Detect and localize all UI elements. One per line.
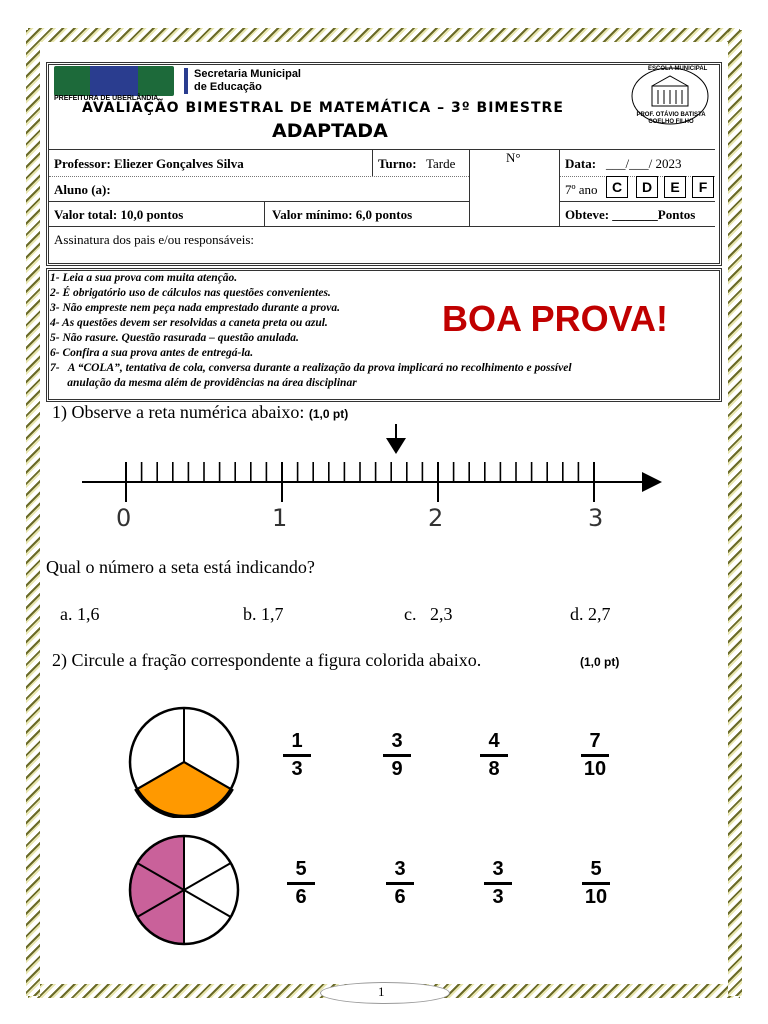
axis-label-0: 0: [116, 504, 132, 532]
instruction-7-cont: anulação da mesma além de providências na área disciplinar: [50, 377, 357, 389]
form-sep-turno: [372, 149, 373, 176]
colored-half: [130, 836, 184, 944]
page-number: 1: [378, 984, 385, 999]
turno-value: Tarde: [426, 156, 456, 171]
numerator: 1: [291, 730, 303, 752]
obteve-field: Obteve: _______Pontos: [565, 207, 696, 222]
q2-fraction-1-1[interactable]: [277, 730, 317, 781]
form-sep-numero: [469, 149, 470, 226]
fraction-bar: [480, 754, 508, 757]
numerator: 3: [394, 858, 406, 880]
school-logo: [628, 66, 712, 148]
axis-label-2: 2: [428, 504, 444, 532]
denominator: 3: [291, 758, 303, 780]
form-line-2: [49, 176, 469, 177]
secretaria-label: [194, 68, 301, 94]
fraction-bar: [383, 754, 411, 757]
professor-field: Professor: Eliezer Gonçalves Silva: [54, 156, 244, 171]
turma-box-c[interactable]: C: [606, 176, 628, 198]
q1-option-c[interactable]: c. 2,3: [404, 604, 453, 624]
exam-subtitle: ADAPTADA: [272, 120, 388, 142]
assinatura-field[interactable]: Assinatura dos pais e/ou responsáveis:: [54, 232, 255, 247]
numerator: 5: [590, 858, 602, 880]
aluno-field[interactable]: Aluno (a):: [54, 182, 111, 197]
school-name-arc: ESCOLA MUNICIPAL: [648, 66, 708, 72]
denominator: 10: [584, 886, 608, 908]
ano-label: 7º ano: [565, 182, 598, 197]
fraction-bar: [484, 882, 512, 885]
q2-prompt: 2) Circule a fração correspondente a figura colorida abaixo.: [52, 650, 482, 670]
instruction-7: 7- A “COLA”, tentativa de cola, conversa durante a realização da prova implicará no recolhimento e possível: [50, 362, 572, 374]
prefeitura-label: PREFEITURA DE UBERLÂNDIA: [54, 95, 159, 102]
page-number-oval: [320, 982, 450, 1004]
fraction-bar: [582, 882, 610, 885]
instruction-1: 1- Leia a sua prova com muita atenção.: [50, 272, 238, 284]
numerator: 3: [492, 858, 504, 880]
numerator: 5: [295, 858, 307, 880]
number-line: [70, 420, 670, 540]
fraction-bar: [283, 754, 311, 757]
page-border-left: [26, 30, 40, 996]
secretaria-line1: Secretaria Municipal: [194, 68, 301, 80]
numero-label: N°: [506, 150, 521, 165]
q1-option-a[interactable]: a. 1,6: [60, 604, 100, 624]
data-label: Data:: [565, 156, 597, 171]
form-line-1: [49, 149, 715, 150]
numerator: 7: [589, 730, 601, 752]
data-value[interactable]: ___/___/ 2023: [606, 156, 682, 171]
instruction-6: 6- Confira a sua prova antes de entregá-la.: [50, 347, 254, 359]
form-sep-valor: [264, 201, 265, 226]
exam-title: AVALIAÇÃO BIMESTRAL DE MATEMÁTICA – 3º BIMESTRE: [82, 100, 564, 116]
school-name-line2: PROF. OTÁVIO BATISTA: [636, 112, 706, 118]
fraction-bar: [386, 882, 414, 885]
turma-box-e[interactable]: E: [664, 176, 686, 198]
axis-label-3: 3: [588, 504, 604, 532]
denominator: 8: [488, 758, 500, 780]
valor-minimo: Valor mínimo: 6,0 pontos: [272, 207, 413, 222]
secretaria-bar: [184, 68, 188, 94]
q1-points: (1,0 pt): [308, 407, 349, 421]
page-border-right: [728, 30, 742, 996]
colored-third: [136, 762, 233, 818]
q2-fraction-1-3[interactable]: [474, 730, 514, 781]
school-name: [634, 112, 708, 126]
q2-points: (1,0 pt): [580, 655, 620, 669]
denominator: 3: [492, 886, 504, 908]
prefeitura-logo: [54, 66, 174, 96]
fraction-bar: [581, 754, 609, 757]
denominator: 9: [391, 758, 403, 780]
q1-option-d[interactable]: d. 2,7: [570, 604, 611, 624]
denominator: 6: [394, 886, 406, 908]
axis-label-1: 1: [272, 504, 288, 532]
q2-fraction-2-2[interactable]: [380, 858, 420, 909]
instruction-5: 5- Não rasure. Questão rasurada – questão anulada.: [50, 332, 299, 344]
turma-box-d[interactable]: D: [636, 176, 658, 198]
denominator: 6: [295, 886, 307, 908]
turma-box-f[interactable]: F: [692, 176, 714, 198]
numerator: 3: [391, 730, 403, 752]
form-sep-data: [559, 149, 560, 226]
instruction-4: 4- As questões devem ser resolvidas a caneta preta ou azul.: [50, 317, 328, 329]
q2-fraction-1-4[interactable]: [575, 730, 615, 781]
fraction-bar: [287, 882, 315, 885]
page-border-top: [28, 28, 740, 42]
instruction-2: 2- É obrigatório uso de cálculos nas questões convenientes.: [50, 287, 331, 299]
turno-label: Turno:: [378, 156, 417, 171]
valor-total: Valor total: 10,0 pontos: [54, 207, 184, 222]
school-name-line3: COELHO FILHO: [648, 119, 694, 125]
q2-fraction-2-4[interactable]: [576, 858, 616, 909]
numerator: 4: [488, 730, 500, 752]
q1-option-b[interactable]: b. 1,7: [243, 604, 284, 624]
q2-fraction-1-2[interactable]: [377, 730, 417, 781]
instruction-3: 3- Não empreste nem peça nada emprestado durante a prova.: [50, 302, 341, 314]
q2-fraction-2-3[interactable]: [478, 858, 518, 909]
form-line-3: [49, 201, 469, 202]
q1-question: Qual o número a seta está indicando?: [46, 557, 315, 577]
form-line-3b: [559, 201, 715, 202]
denominator: 10: [583, 758, 607, 780]
boa-prova-banner: BOA PROVA!: [442, 298, 669, 339]
q1-prompt-text: 1) Observe a reta numérica abaixo:: [52, 402, 305, 422]
circle-thirds: [128, 706, 240, 818]
secretaria-line2: de Educação: [194, 81, 262, 93]
q2-fraction-2-1[interactable]: [281, 858, 321, 909]
form-line-4: [49, 226, 715, 227]
circle-sixths: [128, 834, 240, 946]
number-line-arrowhead: [642, 472, 662, 492]
